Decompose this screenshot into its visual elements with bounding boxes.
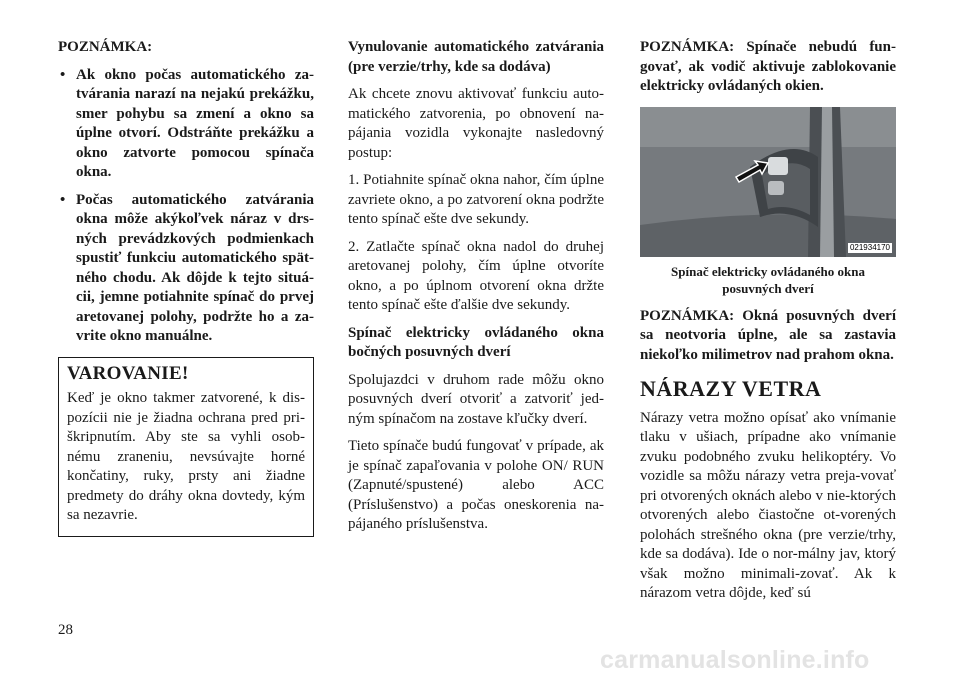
figure-caption: Spínač elektricky ovládaného okna posuvných dverí [671,263,865,296]
note-bullet-1: • Ak okno počas automatického za-tvárania narazí na nejakú prekážku, smer pohybu sa zmení a okno sa úplne otvorí. Odstráňte prekážku a okno zatvorte pomocou spínača okna. [58,66,314,183]
column-middle [348,38,604,543]
paragraph-sliding-door: Spolujazdci v druhom rade môžu okno posuvných dverí otvoriť a zatvoriť jed-ným spínačom na zostave kľučky dverí. [348,371,604,427]
watermark: carmanualsonline.info [600,646,870,674]
section-heading-reset: Vynulovanie automatického zatvárania (pre verzie/trhy, kde sa dodáva) [348,39,604,75]
window-switch-figure [640,107,896,257]
note-bullet-list [58,66,314,347]
warning-box [58,357,314,537]
page-number: 28 [58,622,73,638]
paragraph-wind-buffeting: Nárazy vetra možno opísať ako vnímanie tlaku v ušiach, prípadne ako vnímanie zvuku podobného zvuku helikoptéry. Vo vozidle sa môžu nárazy vetra preja-vovať pri otvorených oknách alebo v nie-ktorých otvorených alebo čiastočne ot-vorených polohách strešného okna (pre verzie/trhy, kde sa dodáva). Ide o nor-málny jav, ktorý však možno minimali-zovať. Ak k nárazom vetra dôjde, keď sú [640,409,896,601]
paragraph-ignition: Tieto spínače budú fungovať v prípade, ak je spínač zapaľovania v polohe ON/ RUN (Zapnuté/spustené) alebo ACC (Príslušenstvo) a počas oneskorenia na-pájaného príslušenstva. [348,438,604,532]
note-lockout: POZNÁMKA: Spínače nebudú fun-govať, ak vodič aktivuje zablokovanie elektricky ovládaných okien. [640,39,896,94]
note-title: POZNÁMKA: [58,39,153,55]
column-right [640,38,896,612]
section-heading-sliding-door: Spínač elektricky ovládaného okna bočných posuvných dverí [348,324,604,360]
paragraph-reset-intro: Ak chcete znovu aktivovať funkciu auto-matického zatvorenia, po obnovení na-pájania vozidla vykonajte nasledovný postup: [348,86,604,161]
note-partial-open: POZNÁMKA: Okná posuvných dverí sa neotvoria úplne, ale sa zastavia niekoľko milimetrov nad prahom okna. [640,307,896,363]
section-heading-wind-buffeting: NÁRAZY VETRA [640,376,822,401]
window-switch-illustration [640,107,896,257]
paragraph-step-2: 2. Zatlačte spínač okna nadol do druhej aretovanej polohy, čím úplne otvoríte okno, a po úplnom otvorení okna držte tento spínač ešte ďalšie dve sekundy. [348,238,604,313]
column-left [58,38,314,537]
paragraph-step-1: 1. Potiahnite spínač okna nahor, čím úplne zavriete okno, a po zatvorení okna podržte tento spínač ešte dve sekundy. [348,172,604,227]
note-bullet-2: • Počas automatického zatvárania okna môže akýkoľvek náraz v drs-ných prevádzkových podmienkach spustiť funkciu automatického spät-ného chodu. Ak dôjde k tejto situá-cii, jemne potiahnite spínač do prvej aretovanej polohy, podržte ho a za-vrite okno manuálne. [58,191,314,347]
warning-title: VAROVANIE! [67,362,189,384]
warning-text: Keď je okno takmer zatvorené, k dis-pozícii nie je žiadna ochrana pred pri-škripnutím. Aby ste sa vyhli osob-nému zraneniu, nevsúvajte horné končatiny, ruky, prsty ani žiadne predmety do dráhy okna dovtedy, kým sa nezavrie. [67,390,305,523]
figure-id: 021934170 [849,242,890,252]
